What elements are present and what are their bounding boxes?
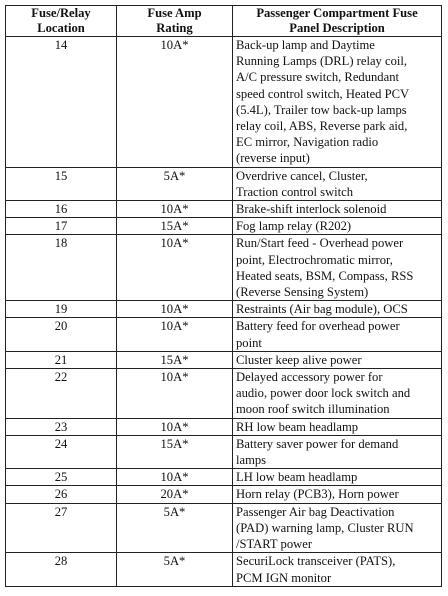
- fuse-location-cell: 22: [6, 369, 117, 419]
- table-row: [6, 435, 442, 468]
- fuse-location-cell: 19: [6, 301, 117, 318]
- fuse-description-cell: [233, 351, 442, 368]
- table-row: [6, 301, 442, 318]
- fuse-location-cell: 25: [6, 469, 117, 486]
- fuse-description-cell: [233, 435, 442, 468]
- table-row: [6, 201, 442, 218]
- fuse-rating-cell: 20A*: [117, 486, 233, 503]
- fuse-description-cell: [233, 218, 442, 235]
- description-line: Running Lamps (DRL) relay coil,: [236, 54, 408, 69]
- fuse-location-cell: 28: [6, 553, 117, 586]
- description-line: (5.4L), Trailer tow back-up lamps: [236, 102, 407, 117]
- table-row: [6, 235, 442, 301]
- fuse-description-cell: [233, 369, 442, 419]
- description-line: Run/Start feed - Overhead power: [236, 236, 404, 251]
- fuse-rating-cell: 10A*: [117, 469, 233, 486]
- description-line: PCM IGN monitor: [236, 570, 332, 585]
- fuse-location-cell: 17: [6, 218, 117, 235]
- description-line: Restraints (Air bag module), OCS: [236, 302, 408, 317]
- table-row: [6, 218, 442, 235]
- description-line: Brake-shift interlock solenoid: [236, 202, 387, 217]
- fuse-location-cell: 24: [6, 435, 117, 468]
- description-line: Back-up lamp and Daytime: [236, 38, 375, 52]
- fuse-description-cell: [233, 235, 442, 301]
- description-line: Heated seats, BSM, Compass, RSS: [236, 268, 414, 283]
- table-row: [6, 369, 442, 419]
- description-line: relay coil, ABS, Reverse park aid,: [236, 119, 408, 134]
- header-description-line: Passenger Compartment Fuse: [256, 6, 418, 20]
- description-line: Battery feed for overhead power: [236, 319, 400, 334]
- header-description-line: Panel Description: [289, 21, 385, 35]
- description-line: Battery saver power for demand: [236, 436, 399, 451]
- table-row: [6, 553, 442, 586]
- description-line: Cluster keep alive power: [236, 352, 362, 367]
- table-row: [6, 486, 442, 503]
- table-row: [6, 469, 442, 486]
- description-line: Delayed accessory power for: [236, 370, 383, 385]
- fuse-rating-cell: 10A*: [117, 37, 233, 168]
- fuse-location-cell: 27: [6, 503, 117, 553]
- fuse-description-cell: [233, 553, 442, 586]
- fuse-description-cell: [233, 486, 442, 503]
- fuse-rating-cell: 15A*: [117, 218, 233, 235]
- fuse-description-cell: [233, 301, 442, 318]
- fuse-rating-cell: 10A*: [117, 235, 233, 301]
- description-line: /START power: [236, 537, 313, 552]
- fuse-location-cell: 23: [6, 418, 117, 435]
- description-line: moon roof switch illumination: [236, 402, 390, 417]
- description-line: Fog lamp relay (R202): [236, 219, 352, 234]
- description-line: A/C pressure switch, Redundant: [236, 70, 399, 85]
- fuse-rating-cell: 10A*: [117, 201, 233, 218]
- description-line: LH low beam headlamp: [236, 470, 358, 485]
- fuse-rating-cell: 10A*: [117, 418, 233, 435]
- description-line: (Reverse Sensing System): [236, 285, 369, 300]
- description-line: (PAD) warning lamp, Cluster RUN: [236, 520, 414, 535]
- header-rating-line: Rating: [156, 21, 193, 35]
- fuse-description-cell: [233, 201, 442, 218]
- description-line: EC mirror, Navigation radio: [236, 135, 379, 150]
- fuse-rating-cell: 10A*: [117, 318, 233, 351]
- fuse-location-cell: 15: [6, 167, 117, 200]
- fuse-description-cell: [233, 167, 442, 200]
- description-line: Overdrive cancel, Cluster,: [236, 168, 368, 183]
- table-row: [6, 318, 442, 351]
- fuse-description-cell: [233, 37, 442, 168]
- description-line: speed control switch, Heated PCV: [236, 86, 410, 101]
- header-description: [233, 6, 442, 37]
- description-line: point, Electrochromatic mirror,: [236, 252, 393, 267]
- table-row: [6, 503, 442, 553]
- fuse-location-cell: 16: [6, 201, 117, 218]
- fuse-location-cell: 21: [6, 351, 117, 368]
- fuse-location-cell: 18: [6, 235, 117, 301]
- fuse-rating-cell: 10A*: [117, 301, 233, 318]
- description-line: point: [236, 335, 262, 350]
- header-location: [6, 6, 117, 37]
- fuse-rating-cell: 5A*: [117, 167, 233, 200]
- fuse-rating-cell: 15A*: [117, 435, 233, 468]
- fuse-description-cell: [233, 318, 442, 351]
- table-row: [6, 37, 442, 168]
- fuse-description-cell: [233, 469, 442, 486]
- header-rating-line: Fuse Amp: [147, 6, 202, 20]
- fuse-description-cell: [233, 503, 442, 553]
- fuse-description-cell: [233, 418, 442, 435]
- table-row: [6, 418, 442, 435]
- fuse-rating-cell: 5A*: [117, 553, 233, 586]
- header-location-line: Location: [37, 21, 85, 35]
- description-line: audio, power door lock switch and: [236, 386, 411, 401]
- header-location-line: Fuse/Relay: [31, 6, 91, 20]
- description-line: (reverse input): [236, 151, 310, 166]
- description-line: Traction control switch: [236, 184, 354, 199]
- table-row: [6, 167, 442, 200]
- table-header: [6, 6, 442, 37]
- fuse-rating-cell: 5A*: [117, 503, 233, 553]
- table-row: [6, 351, 442, 368]
- description-line: lamps: [236, 453, 267, 468]
- fuse-rating-cell: 10A*: [117, 369, 233, 419]
- header-row: [6, 6, 442, 37]
- header-rating: [117, 6, 233, 37]
- fuse-location-cell: 14: [6, 37, 117, 168]
- table-body: [6, 37, 442, 587]
- description-line: RH low beam headlamp: [236, 419, 359, 434]
- fuse-table: [5, 5, 442, 587]
- fuse-location-cell: 26: [6, 486, 117, 503]
- description-line: SecuriLock transceiver (PATS),: [236, 554, 396, 569]
- fuse-location-cell: 20: [6, 318, 117, 351]
- description-line: Passenger Air bag Deactivation: [236, 504, 395, 519]
- description-line: Horn relay (PCB3), Horn power: [236, 487, 399, 502]
- fuse-rating-cell: 15A*: [117, 351, 233, 368]
